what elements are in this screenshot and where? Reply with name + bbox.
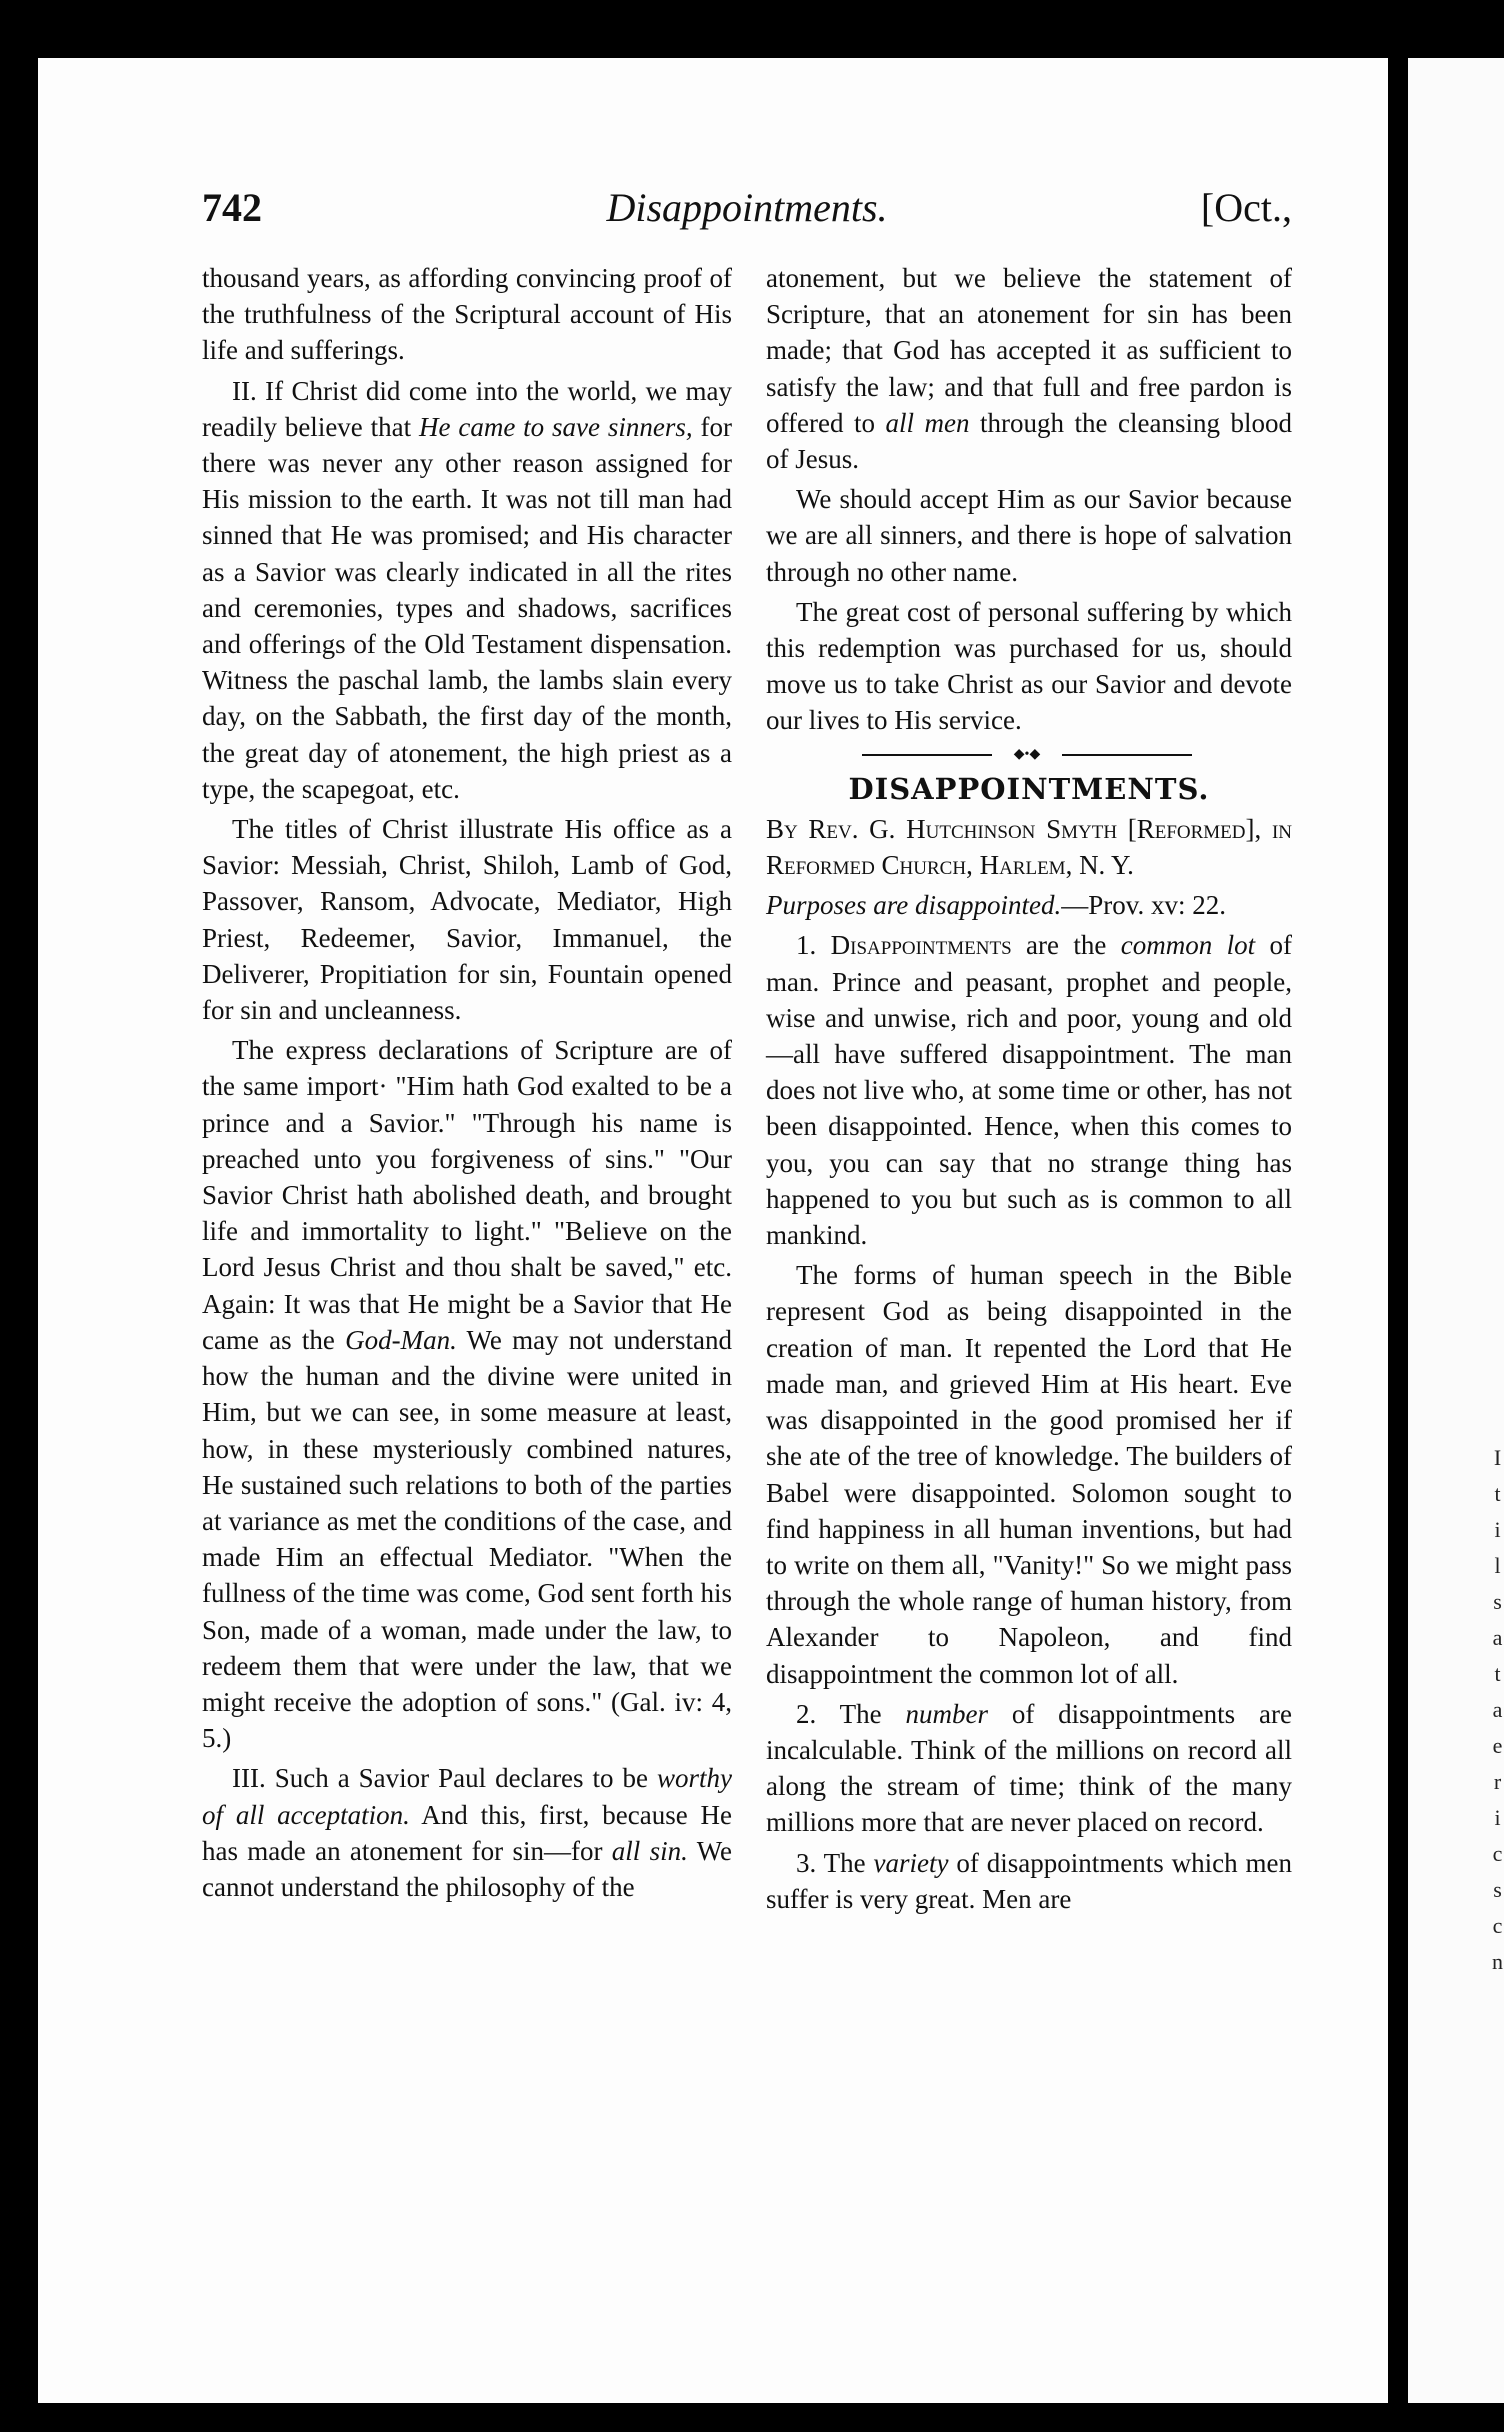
paragraph-text: And this, first, because He has made an atonement for sin—for (202, 1799, 733, 1866)
paragraph-text: The titles of Christ illustrate His office as a Savior: Messiah, Christ, Shiloh, Lamb of God, Passover, Ransom, Advocate, Mediator, High Priest, Redeemer, Savior, Immanuel, the Deliverer, Propitiation for sin, Fountain opened for sin and uncleanness. (202, 814, 732, 1026)
italic-text: worthy of all acceptation. (202, 1763, 732, 1830)
paragraph-text: of disappointments which men suffer is very great. Men are (766, 1847, 1292, 1914)
article-title: DISAPPOINTMENTS. (848, 771, 1210, 806)
paragraph (202, 373, 732, 807)
paragraph (766, 594, 1292, 739)
small-caps-text: Disappointments (830, 930, 1012, 961)
edge-glyph: l (1494, 1553, 1501, 1578)
paragraph-text: We may not understand how the human and the divine were united in Him, but we can see, in some measure at least, how, in these mysteriously combined natures, He sustained such relations to both of the parties at variance as met the conditions of the case, and made Him an effectual Mediator. "When the fullness of the time was come, God sent forth his Son, made of a woman, made under the law, to redeem them that were under the law, that we might receive the adoption of sons." (Gal. iv: 4, 5.) (202, 1324, 732, 1754)
divider-ornament: ◆•◆ (992, 747, 1062, 763)
paragraph (766, 927, 1292, 1253)
paragraph-text: atonement, but we believe the statement of Scripture, that an atonement for sin has been made; that God has accepted it as sufficient to satisfy the law; and that full and free pardon is offered to (766, 263, 1292, 438)
edge-glyph: a (1492, 1625, 1503, 1650)
edge-glyph: n (1492, 1949, 1503, 1974)
paragraph-text: 3. The (796, 1847, 874, 1878)
paragraph-text: II. If Christ did come into the world, we may readily believe that (202, 375, 732, 442)
paragraph-text: The express declarations of Scripture are of the same import· "Him hath God exalted to be a prince and a Savior." "Through his name is preached unto you forgiveness of sins." "Our Savior Christ hath abolished death, and brought life and immortality to light." "Believe on the Lord Jesus Christ and thou shalt be saved," etc. Again: It was that He might be a Savior that He came as the (202, 1035, 732, 1355)
paragraph-text: 2. The (796, 1698, 906, 1729)
italic-text: number (905, 1698, 988, 1729)
adjacent-page-text-fragments (1491, 1440, 1504, 1980)
adjacent-page-edge (1408, 58, 1504, 2403)
paragraph (202, 1760, 732, 1905)
paragraph-text: are the (1011, 930, 1121, 961)
paragraph-text: for there was never any other reason assigned for His mission to the earth. It was not till man had sinned that He was promised; and His character as a Savior was clearly indicated in all the rites and ceremonies, types and shadows, sacrifices and offerings of the Old Testament dispensation. Witness the paschal lamb, the lambs slain every day, on the Sabbath, the first day of the month, the great day of atonement, the high priest as a type, the scapegoat, etc. (202, 411, 733, 804)
left-column (202, 260, 732, 1909)
edge-glyph: t (1494, 1661, 1501, 1686)
edge-glyph: I (1493, 1445, 1502, 1470)
paragraph-text: through the cleansing blood of Jesus. (766, 407, 1292, 475)
edge-glyph: c (1492, 1841, 1503, 1866)
paragraph (766, 1845, 1292, 1917)
italic-text: Purposes are disappointed. (766, 890, 1062, 921)
edge-glyph: s (1493, 1589, 1502, 1614)
paragraph (202, 260, 732, 369)
paragraph (766, 481, 1292, 590)
paragraph (766, 1696, 1292, 1841)
running-header (202, 184, 1292, 234)
italic-text: God-Man. (345, 1324, 457, 1355)
italic-text: all sin. (611, 1835, 688, 1866)
italic-text: variety (873, 1847, 949, 1878)
paragraph-text: thousand years, as affording convincing proof of the truthfulness of the Scriptural account of His life and sufferings. (202, 263, 732, 366)
italic-text: common lot (1120, 930, 1256, 961)
paragraph-text: III. Such a Savior Paul declares to be (232, 1763, 657, 1794)
paragraph (766, 260, 1292, 477)
section-number: 1. (796, 930, 831, 961)
issue-date: [Oct., (1200, 185, 1292, 230)
section-divider (862, 747, 1192, 763)
paragraph (202, 811, 732, 1028)
paragraph-text: The great cost of personal suffering by which this redemption was purchased for us, should move us to take Christ as our Savior and devote our lives to His service. (766, 596, 1292, 736)
edge-glyph: i (1494, 1517, 1501, 1542)
sermon-text (766, 887, 1292, 923)
paragraph-text: The forms of human speech in the Bible represent God as being disappointed in the creation of man. It repented the Lord that He made man, and grieved Him at His heart. Eve was disappointed in the good promised her if she ate of the tree of knowledge. The builders of Babel were disappointed. Solomon sought to find happiness in all human inventions, but had to write on them all, "Vanity!" So we might pass through the whole range of human history, from Alexander to Napoleon, and find disappointment the common lot of all. (766, 1260, 1292, 1689)
article-byline: By Rev. G. Hutchinson Smyth [Reformed], in Reformed Church, Harlem, N. Y. (766, 813, 1292, 881)
italic-text: He came to save sinners, (419, 411, 693, 442)
edge-glyph: t (1494, 1481, 1501, 1506)
paragraph (202, 1032, 732, 1756)
paragraph-text: of disappointments are incalculable. Think of the millions on record all along the stream of time; think of the many millions more that are never placed on record. (766, 1698, 1292, 1838)
scripture-reference: —Prov. xv: 22. (1061, 890, 1226, 921)
right-column (766, 260, 1292, 1921)
paragraph (766, 1257, 1292, 1691)
paragraph-text: We cannot understand the philosophy of the (202, 1835, 732, 1902)
edge-glyph: s (1493, 1877, 1502, 1902)
page-number: 742 (202, 185, 262, 230)
edge-glyph: c (1492, 1913, 1503, 1938)
edge-glyph: a (1492, 1697, 1503, 1722)
paragraph-text: We should accept Him as our Savior because we are all sinners, and there is hope of salvation through no other name. (766, 484, 1292, 587)
italic-text: all men (885, 407, 970, 438)
edge-glyph: e (1492, 1733, 1503, 1758)
paragraph-text: of man. Prince and peasant, prophet and people, wise and unwise, rich and poor, young and old—all have suffered disappointment. The man does not live who, at some time or other, has not been disappointed. Hence, when this comes to you, you can say that no strange thing has happened to you but such as is common to all mankind. (766, 930, 1293, 1251)
edge-glyph: i (1494, 1805, 1501, 1830)
running-title: Disappointments. (606, 185, 888, 230)
edge-glyph: r (1493, 1769, 1502, 1794)
